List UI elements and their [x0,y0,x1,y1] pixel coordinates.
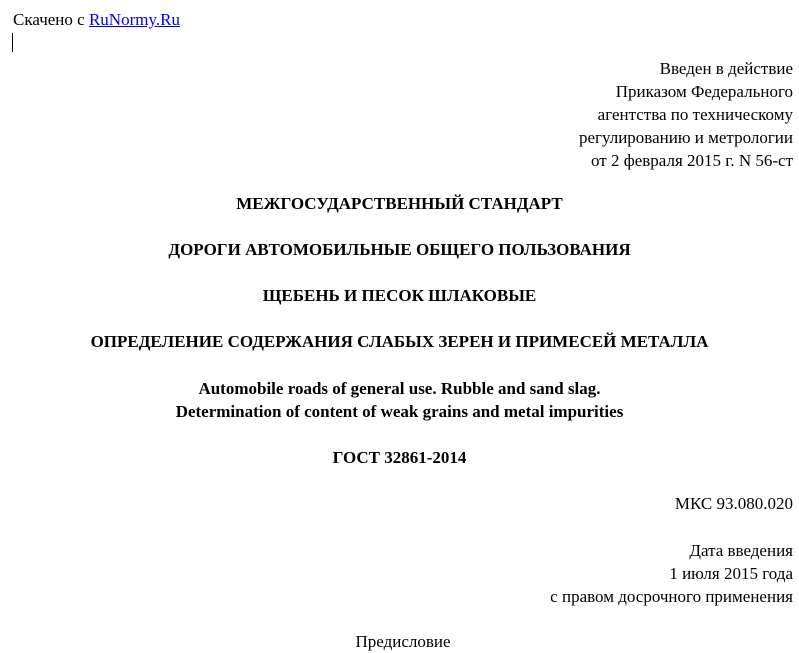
introduction-date-line: Дата введения [689,541,793,560]
mks-code: МКС 93.080.020 [674,494,793,513]
enactment-line: от 2 февраля 2015 г. N 56-ст [590,151,793,170]
enactment-line: регулированию и метрологии [578,128,793,147]
determination-heading: ОПРЕДЕЛЕНИЕ СОДЕРЖАНИЯ СЛАБЫХ ЗЕРЕН И ПРИМЕСЕЙ МЕТАЛЛА [90,332,709,351]
enactment-line: Введен в действие [659,59,793,78]
enactment-block [579,57,793,172]
roads-heading: ДОРОГИ АВТОМОБИЛЬНЫЕ ОБЩЕГО ПОЛЬЗОВАНИЯ [168,240,631,259]
runormy-link[interactable]: RuNormy.Ru [88,10,180,29]
standard-type-heading: МЕЖГОСУДАРСТВЕННЫЙ СТАНДАРТ [236,194,563,213]
source-attribution [13,10,180,30]
introduction-date-line: 1 июля 2015 года [669,564,793,583]
enactment-line: Приказом Федерального [615,82,793,101]
text-cursor [12,33,13,52]
material-heading: ЩЕБЕНЬ И ПЕСОК ШЛАКОВЫЕ [262,286,537,305]
enactment-line: агентства по техническому [597,105,793,124]
english-title [0,377,799,423]
source-prefix: Скачено с [13,10,89,29]
gost-number: ГОСТ 32861-2014 [332,448,467,467]
preface-heading: Предисловие [355,632,451,651]
introduction-date-line: с правом досрочного применения [550,587,793,606]
introduction-date-block [550,539,793,608]
english-title-line: Automobile roads of general use. Rubble and sand slag. [198,379,601,398]
english-title-line: Determination of content of weak grains and metal impurities [175,402,624,421]
